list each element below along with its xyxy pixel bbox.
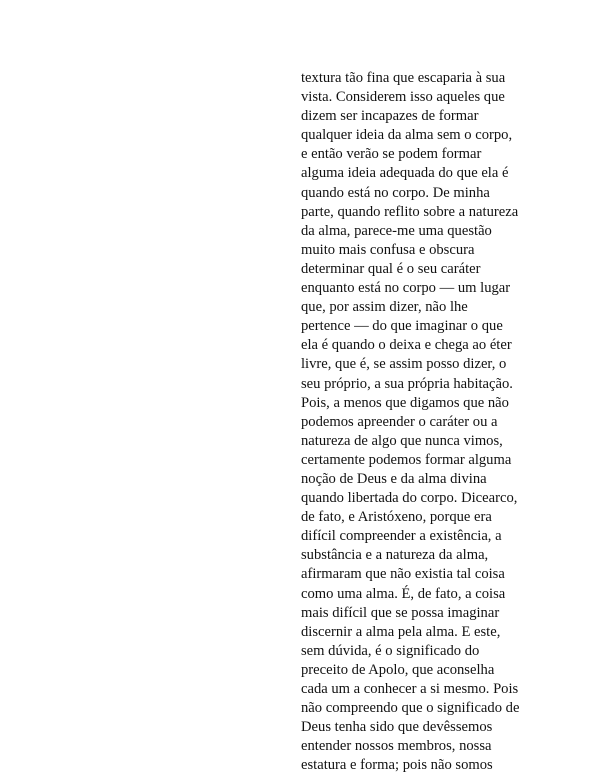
text-line: vista. Considerem isso aqueles que	[301, 89, 505, 106]
text-line: substância e a natureza da alma,	[301, 547, 489, 564]
text-line: cada um a conhecer a si mesmo. Pois	[301, 681, 519, 697]
text-line: pertence — do que imaginar o que	[301, 318, 503, 335]
text-line: sem dúvida, é o significado do	[301, 642, 480, 659]
text-line: noção de Deus e da alma divina	[301, 470, 487, 487]
text-line: qualquer ideia da alma sem o corpo,	[301, 127, 513, 144]
text-line: ela é quando o deixa e chega ao éter	[301, 337, 512, 354]
text-line: dizem ser incapazes de formar	[301, 108, 479, 125]
text-line: certamente podemos formar alguma	[301, 451, 512, 468]
text-line: muito mais confusa e obscura	[301, 241, 475, 258]
text-line: preceito de Apolo, que aconselha	[301, 661, 495, 678]
text-line: determinar qual é o seu caráter	[301, 260, 481, 277]
text-line: de fato, e Aristóxeno, porque era	[301, 509, 492, 526]
text-line: que, por assim dizer, não lhe	[301, 299, 468, 316]
text-line: entender nossos membros, nossa	[301, 738, 492, 755]
text-line: da alma, parece-me uma questão	[301, 222, 492, 239]
text-line: discernir a alma pela alma. E este,	[301, 623, 501, 640]
text-line: Deus tenha sido que devêssemos	[301, 719, 493, 736]
text-line: mais difícil que se possa imaginar	[301, 604, 500, 621]
text-line: como uma alma. É, de fato, a coisa	[301, 585, 506, 602]
body-text-column	[301, 69, 546, 775]
text-line: não compreendo que o significado de	[301, 700, 520, 717]
text-line: afirmaram que não existia tal coisa	[301, 566, 505, 583]
text-line: alguma ideia adequada do que ela é	[301, 165, 509, 182]
text-line: textura tão fina que escaparia à sua	[301, 70, 506, 86]
text-line: seu próprio, a sua própria habitação.	[301, 375, 513, 392]
text-line: quando libertada do corpo. Dicearco,	[301, 490, 518, 507]
text-line: quando está no corpo. De minha	[301, 184, 490, 201]
text-line: livre, que é, se assim posso dizer, o	[301, 356, 507, 373]
text-line: Pois, a menos que digamos que não	[301, 394, 509, 411]
text-line: parte, quando reflito sobre a natureza	[301, 203, 519, 220]
text-line: enquanto está no corpo — um lugar	[301, 280, 511, 297]
text-line: e então verão se podem formar	[301, 146, 482, 163]
text-line: natureza de algo que nunca vimos,	[301, 432, 503, 449]
text-line: difícil compreender a existência, a	[301, 528, 502, 545]
text-line: estatura e forma; pois não somos	[301, 757, 493, 774]
text-line: podemos apreender o caráter ou a	[301, 413, 498, 430]
